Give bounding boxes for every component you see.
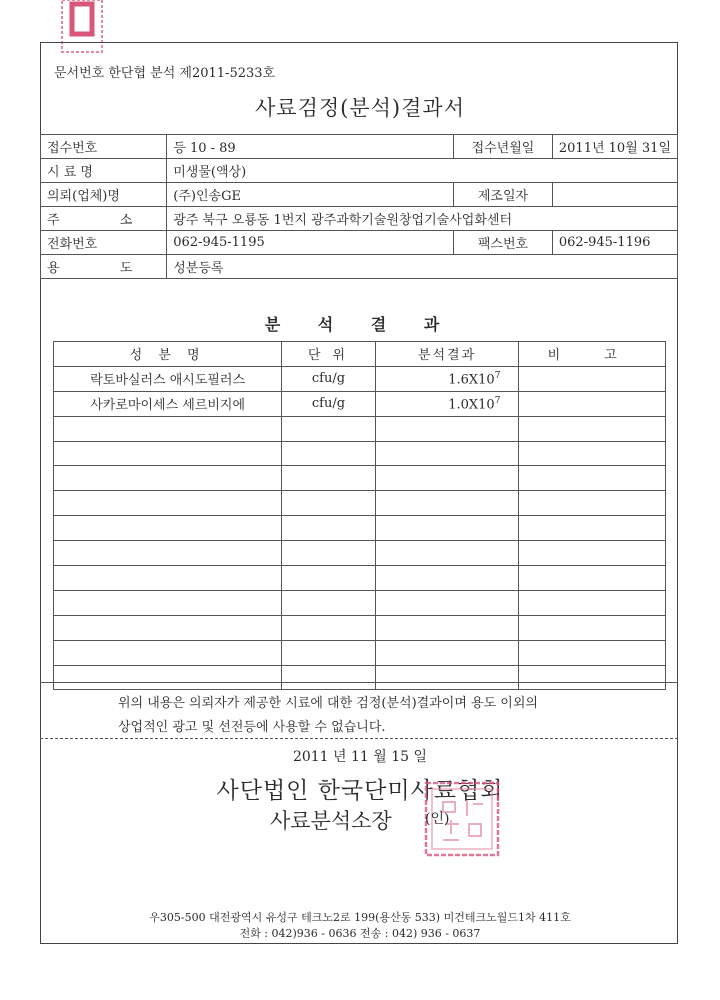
results-table [53,341,666,690]
result-unit: cfu/g [282,391,375,416]
result-name: 락토바실러스 애시도필러스 [54,366,282,391]
empty-cell [519,541,666,566]
footer-contact-line: 전화 : 042)936 - 0636 전송 : 042) 936 - 0637 [239,927,481,940]
table-row [54,391,666,416]
empty-row [54,665,666,690]
empty-cell [54,466,282,491]
empty-cell [282,516,375,541]
empty-cell [282,416,375,441]
info-row [41,207,678,231]
footer-address-line: 우305-500 대전광역시 유성구 테크노2로 199(용산동 533) 미건테크노월드1차 411호 [149,911,571,924]
result-exponent: 7 [494,395,501,406]
empty-cell [54,615,282,640]
empty-row [54,566,666,591]
empty-cell [375,416,519,441]
empty-cell [54,491,282,516]
empty-cell [519,416,666,441]
empty-cell [375,491,519,516]
empty-cell [282,640,375,665]
empty-row [54,516,666,541]
empty-cell [375,640,519,665]
address-label: 주 소 [41,207,167,231]
table-row [54,366,666,391]
empty-cell [282,665,375,690]
empty-cell [282,615,375,640]
mfg-date-value [552,183,677,207]
empty-cell [375,516,519,541]
empty-cell [519,590,666,615]
empty-cell [282,541,375,566]
empty-cell [375,441,519,466]
footer-address [0,910,720,942]
empty-cell [519,516,666,541]
result-value [375,391,519,416]
receipt-date-value: 2011년 10월 31일 [552,135,677,159]
empty-cell [54,665,282,690]
result-mantissa: 1.6X10 [448,372,495,387]
empty-row [54,541,666,566]
empty-row [54,441,666,466]
empty-cell [375,590,519,615]
fax-value: 062-945-1196 [552,231,677,255]
empty-row [54,491,666,516]
notice [118,692,538,740]
divider [40,738,678,739]
empty-cell [54,416,282,441]
empty-cell [519,640,666,665]
info-row [41,231,678,255]
sample-label: 시 료 명 [41,159,167,183]
result-unit: cfu/g [282,366,375,391]
empty-cell [282,491,375,516]
seal-mark: (인) [425,811,450,827]
result-name: 사카로마이세스 세르비지에 [54,391,282,416]
notice-line-1: 위의 내용은 의뢰자가 제공한 시료에 대한 검정(분석)결과이며 용도 이외의 [118,696,538,711]
phone-label: 전화번호 [41,231,167,255]
results-header-row [54,342,666,367]
address-value: 광주 북구 오룡동 1번지 광주과학기술원창업기술사업화센터 [167,207,678,231]
empty-row [54,466,666,491]
result-note [519,391,666,416]
client-label: 의뢰(업체)명 [41,183,167,207]
sample-value: 미생물(액상) [167,159,678,183]
mfg-date-label: 제조일자 [454,183,553,207]
empty-cell [54,640,282,665]
usage-label: 용 도 [41,255,167,279]
col-header-unit: 단 위 [282,342,375,367]
empty-cell [375,566,519,591]
empty-cell [282,566,375,591]
empty-cell [375,615,519,640]
receipt-date-label: 접수년월일 [454,135,553,159]
empty-cell [375,541,519,566]
receipt-no-value: 등 10 - 89 [167,135,454,159]
document-title: 사료검정(분석)결과서 [255,96,465,120]
receipt-no-label: 접수번호 [41,135,167,159]
empty-row [54,615,666,640]
empty-row [54,640,666,665]
empty-cell [519,665,666,690]
empty-cell [519,441,666,466]
empty-cell [54,566,282,591]
result-value [375,366,519,391]
empty-cell [519,466,666,491]
organization-name: 사단법인 한국단미사료협회 [216,778,504,804]
empty-cell [519,491,666,516]
empty-cell [375,665,519,690]
issue-date: 2011 년 11 월 15 일 [292,749,428,765]
empty-cell [519,566,666,591]
fax-label: 팩스번호 [454,231,553,255]
director-title: 사료분석소장 [270,809,392,833]
info-table [40,134,678,279]
empty-row [54,590,666,615]
client-value: (주)인송GE [167,183,454,207]
empty-cell [375,466,519,491]
empty-cell [54,590,282,615]
info-row [41,183,678,207]
document-number: 문서번호 한단협 분석 제2011-5233호 [54,66,276,81]
empty-cell [54,541,282,566]
results-title: 분 석 결 과 [264,315,456,334]
empty-cell [54,441,282,466]
col-header-note: 비 고 [519,342,666,367]
info-row [41,159,678,183]
empty-cell [282,590,375,615]
col-header-name: 성 분 명 [54,342,282,367]
info-row [41,255,678,279]
notice-line-2: 상업적인 광고 및 선전등에 사용할 수 없습니다. [118,720,386,735]
info-row [41,135,678,159]
usage-value: 성분등록 [167,255,678,279]
phone-value: 062-945-1195 [167,231,454,255]
divider [40,682,678,683]
empty-cell [282,441,375,466]
empty-cell [519,615,666,640]
result-exponent: 7 [494,370,501,381]
empty-row [54,416,666,441]
result-mantissa: 1.0X10 [448,396,495,412]
empty-cell [54,516,282,541]
empty-cell [282,466,375,491]
col-header-result: 분석결과 [375,342,519,367]
result-note [519,366,666,391]
